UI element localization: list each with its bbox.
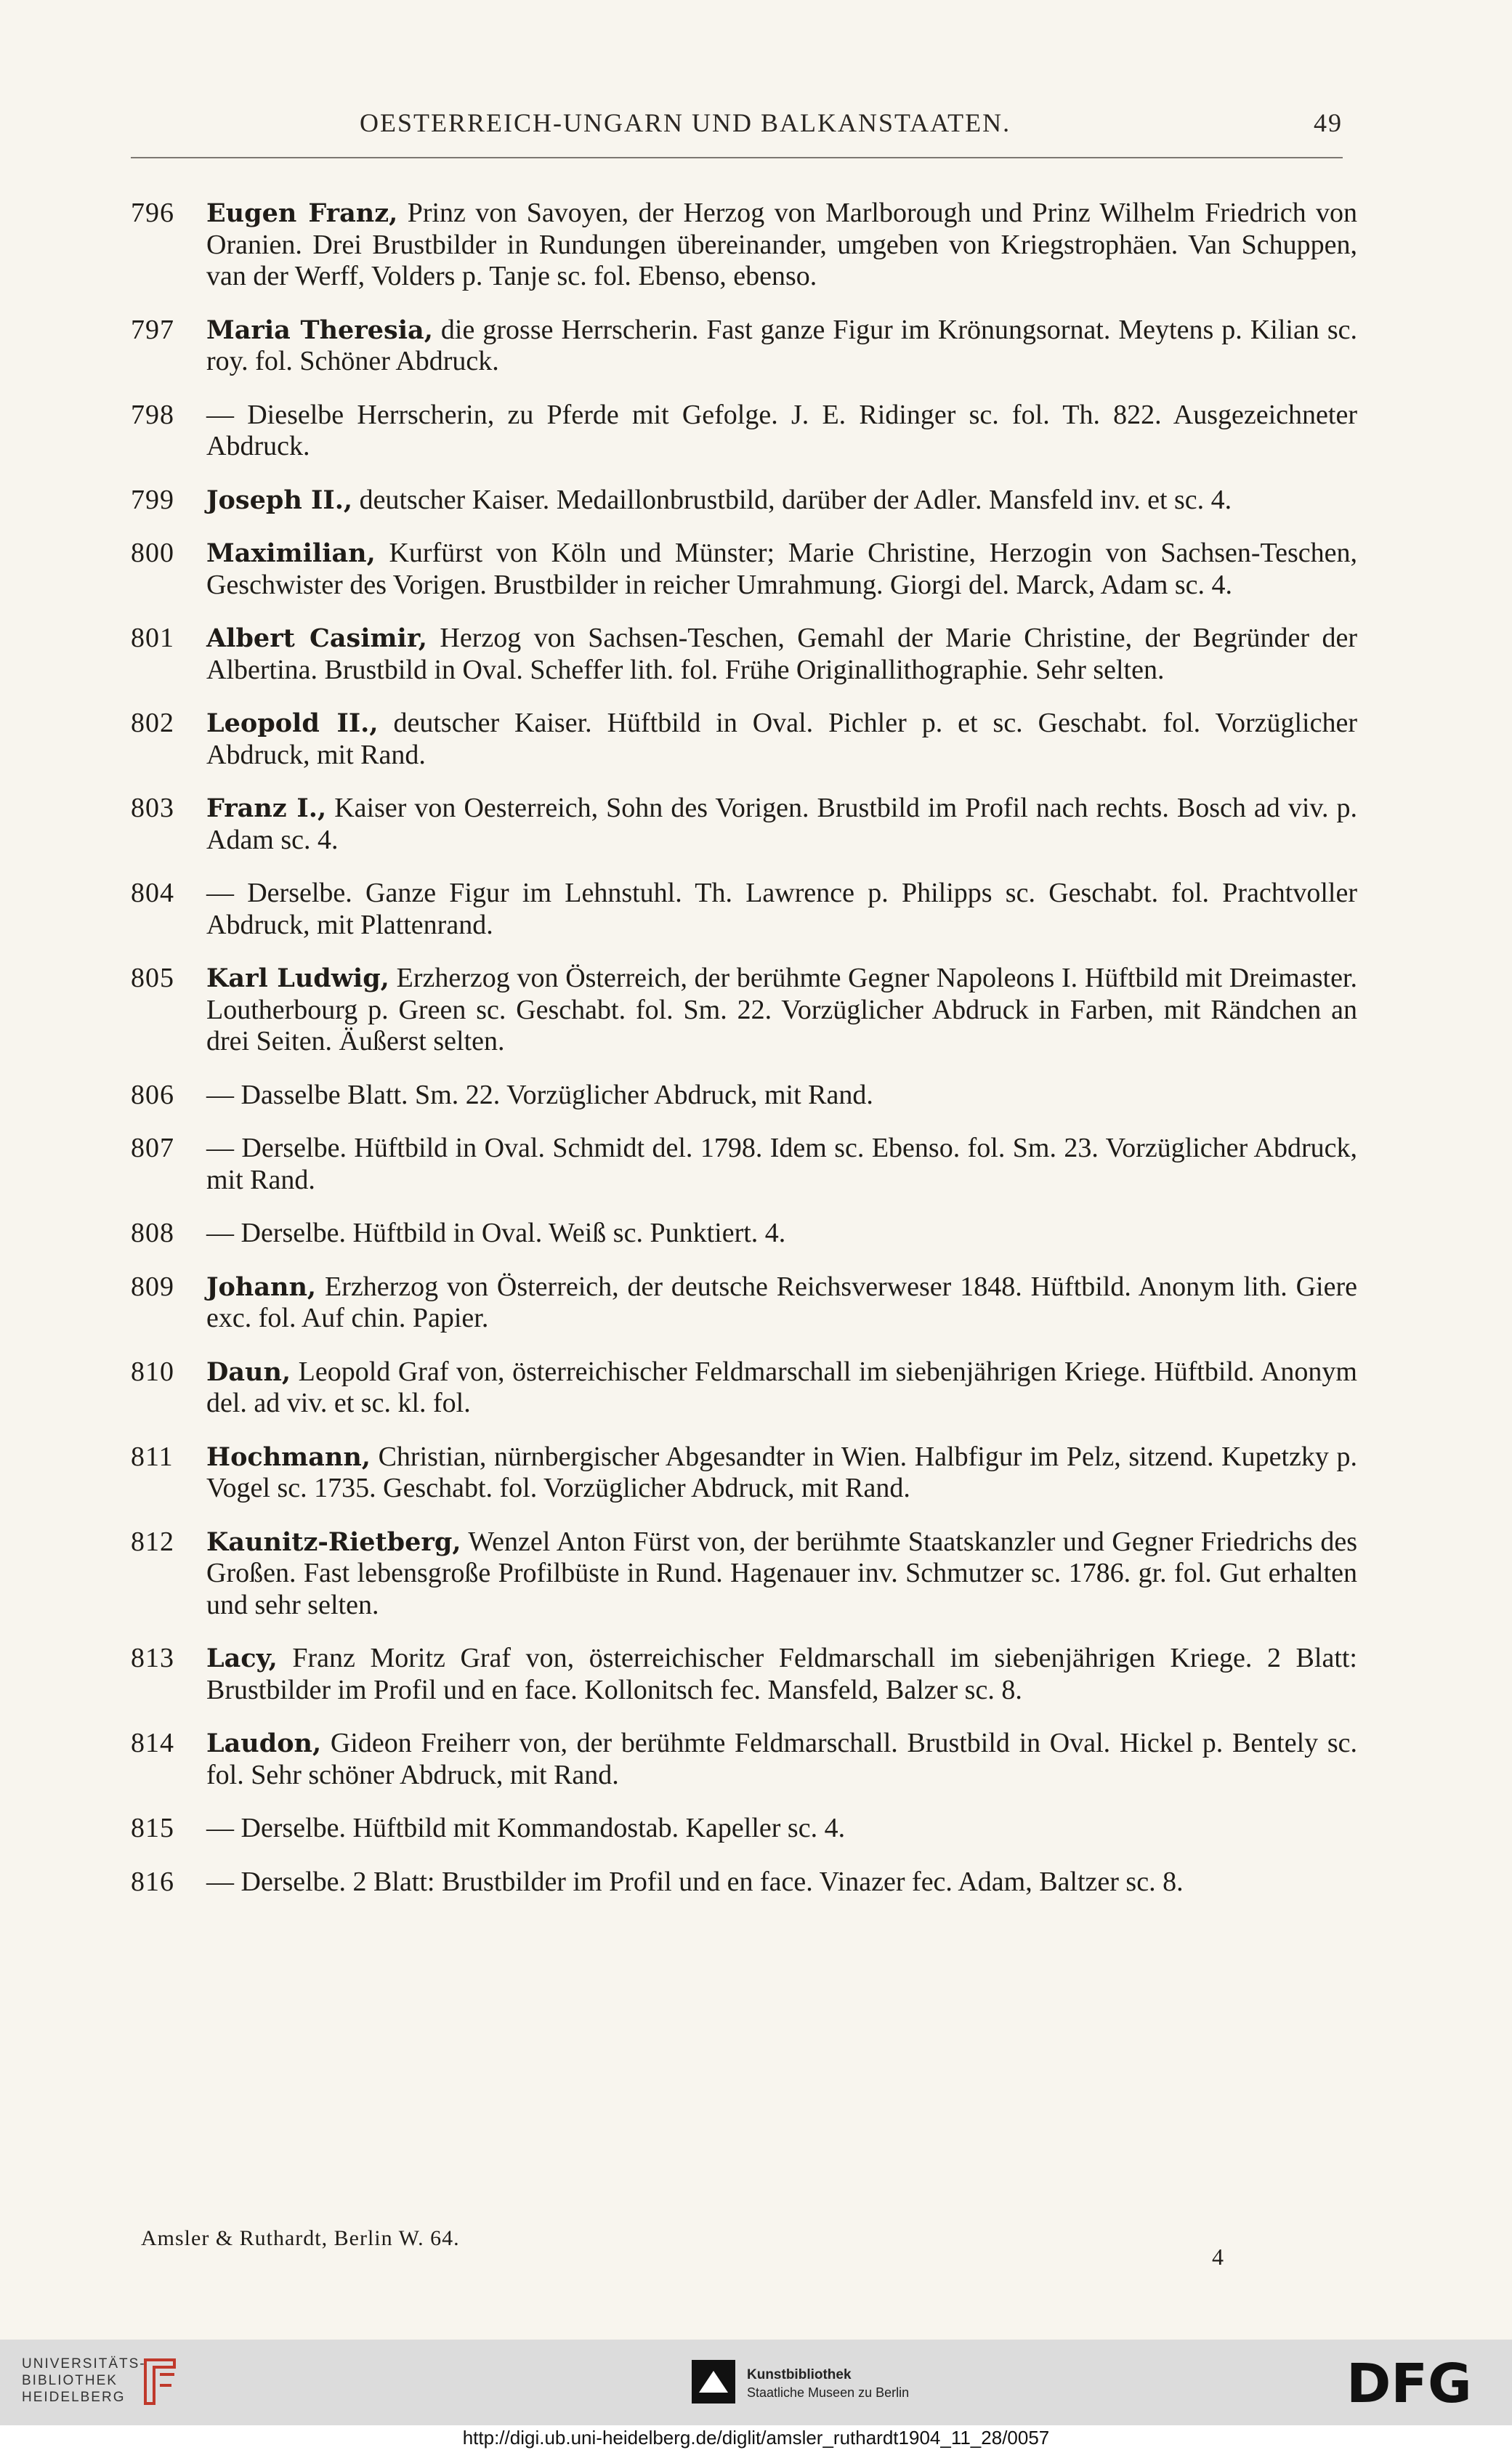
entry-name: Albert Casimir, — [206, 623, 427, 653]
entry-number: 800 — [131, 538, 174, 568]
catalog-entry — [131, 1813, 1357, 1845]
catalog-entry — [131, 485, 1357, 517]
source-url[interactable]: http://digi.ub.uni-heidelberg.de/diglit/amsler_ruthardt1904_11_28/0057 — [0, 2425, 1512, 2450]
entry-number: 796 — [131, 198, 174, 228]
catalog-entry — [131, 963, 1357, 1058]
entry-name: Leopold II., — [206, 708, 379, 738]
entry-text: Prinz von Savoyen, der Herzog von Marlborough und Prinz Wilhelm Friedrich von Oranien. Drei Brustbilder in Rundungen übereinander, umgeben von Kriegstrophäen. Van Schuppen, van der Werff, Volders p. Tanje sc. fol. Ebenso, ebenso. — [206, 198, 1357, 291]
entry-text: Gideon Freiherr von, der berühmte Feldmarschall. Brustbild in Oval. Hickel p. Bentely sc. fol. Sehr schöner Abdruck, mit Rand. — [206, 1728, 1357, 1790]
entry-text: — Derselbe. Hüftbild mit Kommandostab. Kapeller sc. 4. — [206, 1813, 846, 1843]
kb-subtitle: Staatliche Museen zu Berlin — [747, 2385, 910, 2400]
catalog-entry — [131, 1527, 1357, 1622]
entry-text: Franz Moritz Graf von, österreichischer Feldmarschall im siebenjährigen Kriege. 2 Blatt: Brustbilder im Profil und en face. Kollonitsch fec. Mansfeld, Balzer sc. 8. — [206, 1643, 1357, 1705]
entry-number: 803 — [131, 793, 174, 823]
catalog-entries — [131, 198, 1357, 1920]
catalog-entry — [131, 400, 1357, 463]
entry-text: Christian, nürnbergischer Abgesandter in Wien. Halbfigur im Pelz, sitzend. Kupetzky p. Vogel sc. 1735. Geschabt. fol. Vorzüglicher Abdruck, mit Rand. — [206, 1441, 1357, 1503]
entry-number: 809 — [131, 1271, 174, 1302]
entry-number: 805 — [131, 963, 174, 993]
entry-text: Leopold Graf von, österreichischer Feldmarschall im siebenjährigen Kriege. Hüftbild. Anonym del. ad viv. et sc. kl. fol. — [206, 1356, 1357, 1418]
entry-number: 807 — [131, 1133, 174, 1163]
university-library-label — [22, 2356, 146, 2406]
entry-text: deutscher Kaiser. Hüftbild in Oval. Pichler p. et sc. Geschabt. fol. Vorzüglicher Abdruck, mit Rand. — [206, 708, 1358, 770]
entry-text: Wenzel Anton Fürst von, der berühmte Staatskanzler und Gegner Friedrichs des Großen. Fast lebensgroße Profilbüste in Rund. Hagenauer inv. Schmutzer sc. 1786. gr. fol. Gut erhalten und sehr selten. — [206, 1526, 1357, 1620]
entry-text: — Derselbe. Hüftbild in Oval. Schmidt del. 1798. Idem sc. Ebenso. fol. Sm. 23. Vorzüglicher Abdruck, mit Rand. — [206, 1133, 1357, 1195]
kunstbibliothek-block — [692, 2360, 909, 2407]
entry-name: Maximilian, — [206, 538, 376, 568]
entry-number: 811 — [131, 1441, 174, 1472]
entry-name: Laudon, — [206, 1729, 322, 1758]
entry-name: Daun, — [206, 1357, 291, 1387]
entry-text: Kurfürst von Köln und Münster; Marie Christine, Herzogin von Sachsen-Teschen, Geschwister des Vorigen. Brustbilder in reicher Umrahmung. Giorgi del. Marck, Adam sc. 4. — [206, 538, 1357, 600]
catalog-entry — [131, 1357, 1357, 1420]
heidelberg-logo-icon — [138, 2353, 182, 2414]
catalog-entry — [131, 1272, 1357, 1335]
page-number: 49 — [1314, 108, 1343, 137]
entry-text: — Dieselbe Herrscherin, zu Pferde mit Gefolge. J. E. Ridinger sc. fol. Th. 822. Ausgezeichneter Abdruck. — [206, 399, 1357, 461]
signature-mark: 4 — [1212, 2244, 1224, 2270]
catalog-entry — [131, 793, 1357, 856]
entry-number: 802 — [131, 708, 174, 738]
header-title: OESTERREICH-UNGARN UND BALKANSTAATEN. — [360, 108, 1011, 137]
header-rule — [131, 157, 1343, 158]
entry-name: Kaunitz-Rietberg, — [206, 1527, 461, 1557]
entry-number: 804 — [131, 878, 174, 908]
entry-text: — Dasselbe Blatt. Sm. 22. Vorzüglicher Abdruck, mit Rand. — [206, 1079, 873, 1110]
catalog-entry — [131, 1218, 1357, 1250]
entry-text: — Derselbe. Hüftbild in Oval. Weiß sc. Punktiert. 4. — [206, 1218, 786, 1248]
entry-name: Hochmann, — [206, 1442, 371, 1472]
entry-number: 799 — [131, 484, 174, 515]
kb-title: Kunstbibliothek — [747, 2367, 852, 2382]
entry-text: deutscher Kaiser. Medaillonbrustbild, darüber der Adler. Mansfeld inv. et sc. 4. — [352, 484, 1232, 515]
publisher-note: Amsler & Ruthardt, Berlin W. 64. — [141, 2226, 460, 2250]
entry-number: 798 — [131, 399, 174, 430]
entry-number: 813 — [131, 1643, 174, 1673]
kunstbibliothek-logo-icon — [692, 2360, 735, 2407]
uni-line-3: HEIDELBERG — [22, 2390, 126, 2405]
catalog-entry — [131, 1133, 1357, 1196]
catalog-entry — [131, 1080, 1357, 1112]
entry-name: Maria Theresia, — [206, 315, 433, 345]
entry-text: Erzherzog von Österreich, der berühmte Gegner Napoleons I. Hüftbild mit Dreimaster. Loutherbourg p. Green sc. Geschabt. fol. Sm. 22. Vorzüglicher Abdruck in Farben, mit Rändchen an drei Seiten. Äußerst selten. — [206, 963, 1357, 1056]
catalog-entry — [131, 315, 1357, 378]
entry-name: Eugen Franz, — [206, 198, 398, 228]
entry-number: 816 — [131, 1866, 174, 1897]
entry-name: Karl Ludwig, — [206, 963, 389, 993]
entry-number: 812 — [131, 1526, 174, 1557]
catalog-entry — [131, 708, 1357, 771]
uni-line-2: BIBLIOTHEK — [22, 2373, 118, 2388]
entry-text: — Derselbe. Ganze Figur im Lehnstuhl. Th. Lawrence p. Philipps sc. Geschabt. fol. Prachtvoller Abdruck, mit Plattenrand. — [206, 878, 1357, 940]
catalog-entry — [131, 1643, 1357, 1706]
entry-number: 808 — [131, 1218, 174, 1248]
entry-text: Herzog von Sachsen-Teschen, Gemahl der Marie Christine, der Begründer der Albertina. Brustbild in Oval. Scheffer lith. fol. Frühe Originallithographie. Sehr selten. — [206, 623, 1357, 685]
catalog-entry — [131, 1442, 1357, 1505]
catalog-entry — [131, 538, 1357, 601]
entry-number: 806 — [131, 1079, 174, 1110]
dfg-logo-text: DFG — [1346, 2357, 1472, 2408]
provider-bar — [0, 2340, 1512, 2425]
entry-text: die grosse Herrscherin. Fast ganze Figur im Krönungsornat. Meytens p. Kilian sc. roy. fol. Schöner Abdruck. — [206, 314, 1357, 376]
entry-number: 810 — [131, 1356, 174, 1387]
entry-number: 815 — [131, 1813, 174, 1843]
entry-text: Kaiser von Oesterreich, Sohn des Vorigen. Brustbild im Profil nach rechts. Bosch ad viv. p. Adam sc. 4. — [206, 793, 1357, 855]
dfg-logo — [1346, 2357, 1492, 2411]
entry-number: 797 — [131, 314, 174, 345]
catalog-entry — [131, 623, 1357, 686]
catalog-entry — [131, 1867, 1357, 1899]
entry-number: 814 — [131, 1728, 174, 1758]
entry-text: Erzherzog von Österreich, der deutsche Reichsverweser 1848. Hüftbild. Anonym lith. Giere exc. fol. Auf chin. Papier. — [206, 1271, 1357, 1333]
entry-name: Franz I., — [206, 793, 327, 823]
catalog-entry — [131, 1728, 1357, 1791]
entry-name: Joseph II., — [206, 485, 353, 515]
catalog-entry — [131, 198, 1357, 293]
catalog-entry — [131, 878, 1357, 941]
uni-line-1: UNIVERSITÄTS- — [22, 2356, 146, 2372]
entry-name: Lacy, — [206, 1644, 278, 1673]
entry-text: — Derselbe. 2 Blatt: Brustbilder im Profil und en face. Vinazer fec. Adam, Baltzer sc. 8. — [206, 1866, 1184, 1897]
entry-number: 801 — [131, 623, 174, 653]
entry-name: Johann, — [206, 1272, 317, 1302]
